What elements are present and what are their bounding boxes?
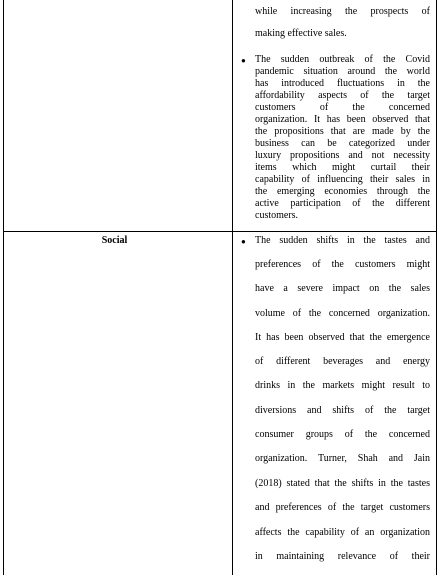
bullet-line: The sudden shifts in the tastes and — [255, 235, 430, 246]
bullet-line: the propositions that are made by the — [255, 126, 430, 137]
bullet-line: drinks in the markets might result to — [255, 380, 430, 391]
bullet-icon: ● — [241, 237, 246, 246]
bullet-line: have a severe impact on the sales — [255, 283, 430, 294]
bullet-line: business can be categorized under — [255, 138, 430, 149]
row-heading-social: Social — [101, 235, 128, 246]
bullet-line: The sudden outbreak of the Covid — [255, 54, 430, 65]
bullet-line: and preferences of the target customers — [255, 502, 430, 513]
bullet-line: of different beverages and energy — [255, 356, 430, 367]
bullet-line: active participation of the different — [255, 198, 430, 209]
column-divider — [232, 0, 233, 575]
row-divider — [3, 231, 437, 232]
bullet-line: It has been observed that the emergence — [255, 332, 430, 343]
bullet-line: affects the capability of an organization — [255, 527, 430, 538]
bullet-line: luxury propositions and not necessity — [255, 150, 430, 161]
bullet-line: customers. — [255, 210, 299, 221]
continuation-line: making effective sales. — [255, 28, 347, 39]
table-border-right — [436, 0, 437, 575]
bullet-line: diversions and shifts of the target — [255, 405, 430, 416]
bullet-line: consumer groups of the concerned — [255, 429, 430, 440]
bullet-line: customers of the concerned — [255, 102, 430, 113]
bullet-line: has introduced fluctuations in the — [255, 78, 430, 89]
bullet-line: (2018) stated that the shifts in the tastes — [255, 478, 430, 489]
bullet-line: pandemic situation around the world — [255, 66, 430, 77]
bullet-icon: ● — [241, 56, 246, 65]
bullet-line: affordability aspects of the target — [255, 90, 430, 101]
bullet-line: preferences of the customers might — [255, 259, 430, 270]
bullet-line: the emerging economies through the — [255, 186, 430, 197]
bullet-line: capability of influencing their sales in — [255, 174, 430, 185]
bullet-line: in maintaining relevance of their — [255, 551, 430, 562]
bullet-line: organization. It has been observed that — [255, 114, 430, 125]
bullet-line: organization. Turner, Shah and Jain — [255, 453, 430, 464]
continuation-line: while increasing the prospects of — [255, 6, 430, 17]
bullet-line: volume of the concerned organization. — [255, 308, 430, 319]
bullet-line: items which might curtail their — [255, 162, 430, 173]
table-border-left — [3, 0, 4, 575]
